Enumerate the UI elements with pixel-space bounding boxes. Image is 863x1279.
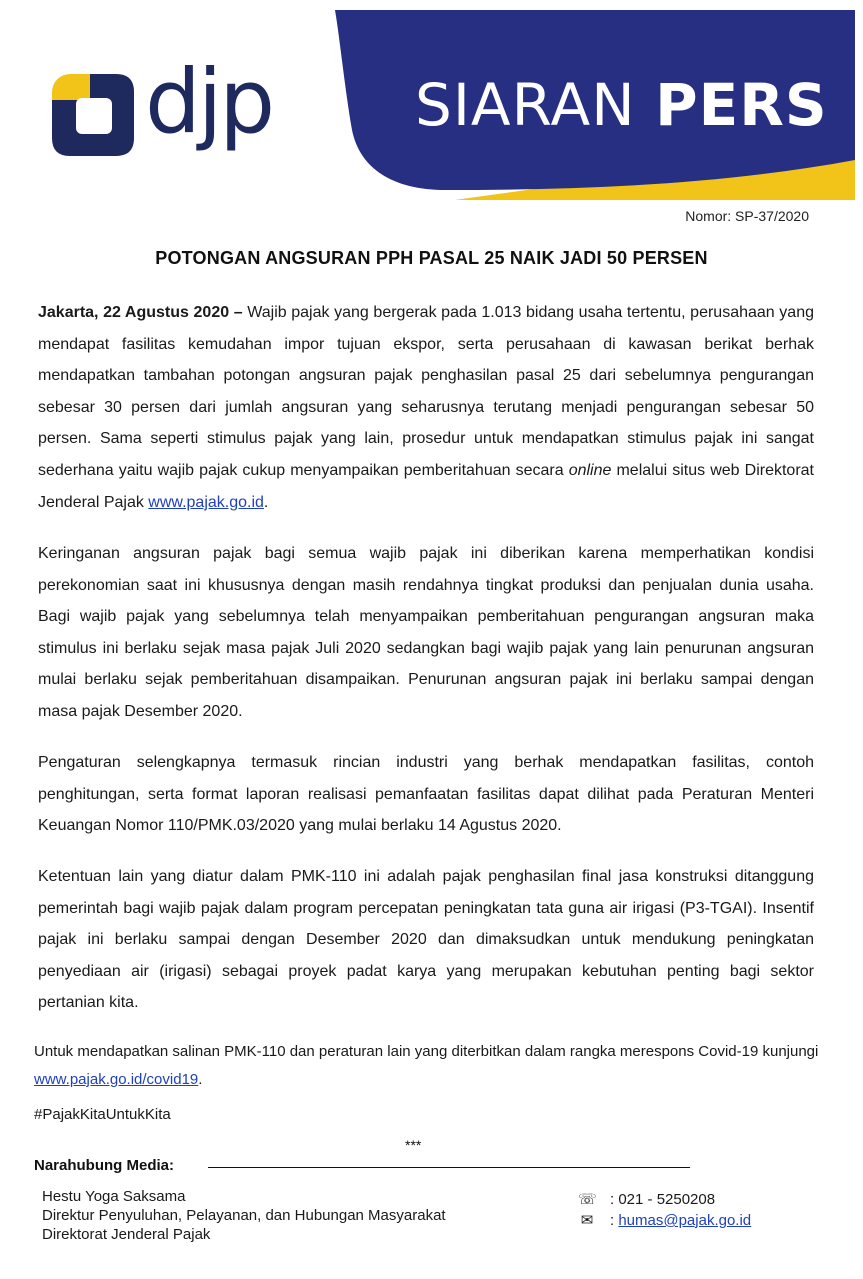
document-number: Nomor: SP-37/2020 [685, 208, 809, 224]
hashtag: #PajakKitaUntukKita [34, 1106, 171, 1123]
djp-logo-mark [52, 74, 134, 156]
contact-details [42, 1187, 446, 1244]
paragraph-4: Ketentuan lain yang diatur dalam PMK-110 ini adalah pajak penghasilan final jasa konstruksi ditanggung pemerintah bagi wajib pajak dalam program percepatan peningkatan tata guna air irigasi (P3-TGAI). Insentif pajak ini berlaku sampai dengan Desember 2020 dan dimaksudkan untuk mendukung peningkatan penyediaan air (irigasi) sebagai proyek padat karya yang merupakan kebutuhan penting bagi sektor pertanian kita. [38, 868, 814, 1012]
djp-logo-text: djp [145, 50, 273, 153]
envelope-icon: ✉ [580, 1212, 594, 1229]
header-banner [0, 0, 863, 200]
phone-number: : 021 - 5250208 [610, 1191, 716, 1208]
contact-channels [578, 1189, 751, 1231]
paragraph-5: Untuk mendapatkan salinan PMK-110 dan peraturan lain yang diterbitkan dalam rangka merespons Covid-19 kunjungi www.pajak.go.id/covid19. [34, 1043, 819, 1088]
paragraph-2: Keringanan angsuran pajak bagi semua wajib pajak ini diberikan karena memperhatikan kondisi perekonomian saat ini khususnya dengan masih rendahnya tingkat produksi dan penjualan dunia usaha. Bagi wajib pajak yang sebelumnya telah menyampaikan pemberitahuan pengurangan angsuran maka stimulus ini berlaku sejak masa pajak Juli 2020 sedangkan bagi wajib pajak yang lain penurunan angsuran mulai berlaku sejak pemberitahuan disampaikan. Penurunan angsuran pajak ini berlaku sampai dengan masa pajak Desember 2020. [38, 545, 814, 720]
covid19-link[interactable]: www.pajak.go.id/covid19 [34, 1071, 199, 1088]
separator: *** [405, 1137, 422, 1153]
contact-name: Hestu Yoga Saksama [42, 1188, 186, 1205]
paragraph-3: Pengaturan selengkapnya termasuk rincian industri yang berhak mendapatkan fasilitas, contoh penghitungan, serta format laporan realisasi pemanfaatan fasilitas dapat dilihat pada Peraturan Menteri Keuangan Nomor 110/PMK.03/2020 yang mulai berlaku 14 Agustus 2020. [38, 754, 814, 835]
headline: POTONGAN ANGSURAN PPH PASAL 25 NAIK JADI 50 PERSEN [155, 248, 708, 268]
pajak-link[interactable]: www.pajak.go.id [148, 493, 264, 511]
phone-icon: ☏ [578, 1191, 597, 1208]
phone-row [578, 1189, 751, 1210]
contact-divider [208, 1167, 690, 1168]
email-link[interactable]: humas@pajak.go.id [618, 1212, 752, 1229]
email-row: ✉ : humas@pajak.go.id [578, 1210, 751, 1231]
banner-title: SIARAN PERS [415, 71, 828, 139]
dateline: Jakarta, 22 Agustus 2020 – [38, 304, 243, 321]
contact-position: Direktur Penyuluhan, Pelayanan, dan Hubungan Masyarakat [42, 1207, 446, 1224]
contact-label: Narahubung Media: [34, 1157, 175, 1174]
paragraph-1: Jakarta, 22 Agustus 2020 – Wajib pajak yang bergerak pada 1.013 bidang usaha tertentu, perusahaan yang mendapat fasilitas kemudahan impor tujuan ekspor, serta perusahaan di kawasan berikat berhak mendapatkan tambahan potongan angsuran pajak penghasilan pasal 25 dari sebelumnya pengurangan sebesar 30 persen dari jumlah angsuran yang seharusnya terutang menjadi pengurangan sebesar 50 persen. Sama seperti stimulus pajak yang lain, prosedur untuk mendapatkan stimulus pajak ini sangat sederhana yaitu wajib pajak cukup menyampaikan pemberitahuan secara online melalui situs web Direktorat Jenderal Pajak www.pajak.go.id. [38, 304, 815, 511]
contact-org: Direktorat Jenderal Pajak [42, 1226, 211, 1243]
